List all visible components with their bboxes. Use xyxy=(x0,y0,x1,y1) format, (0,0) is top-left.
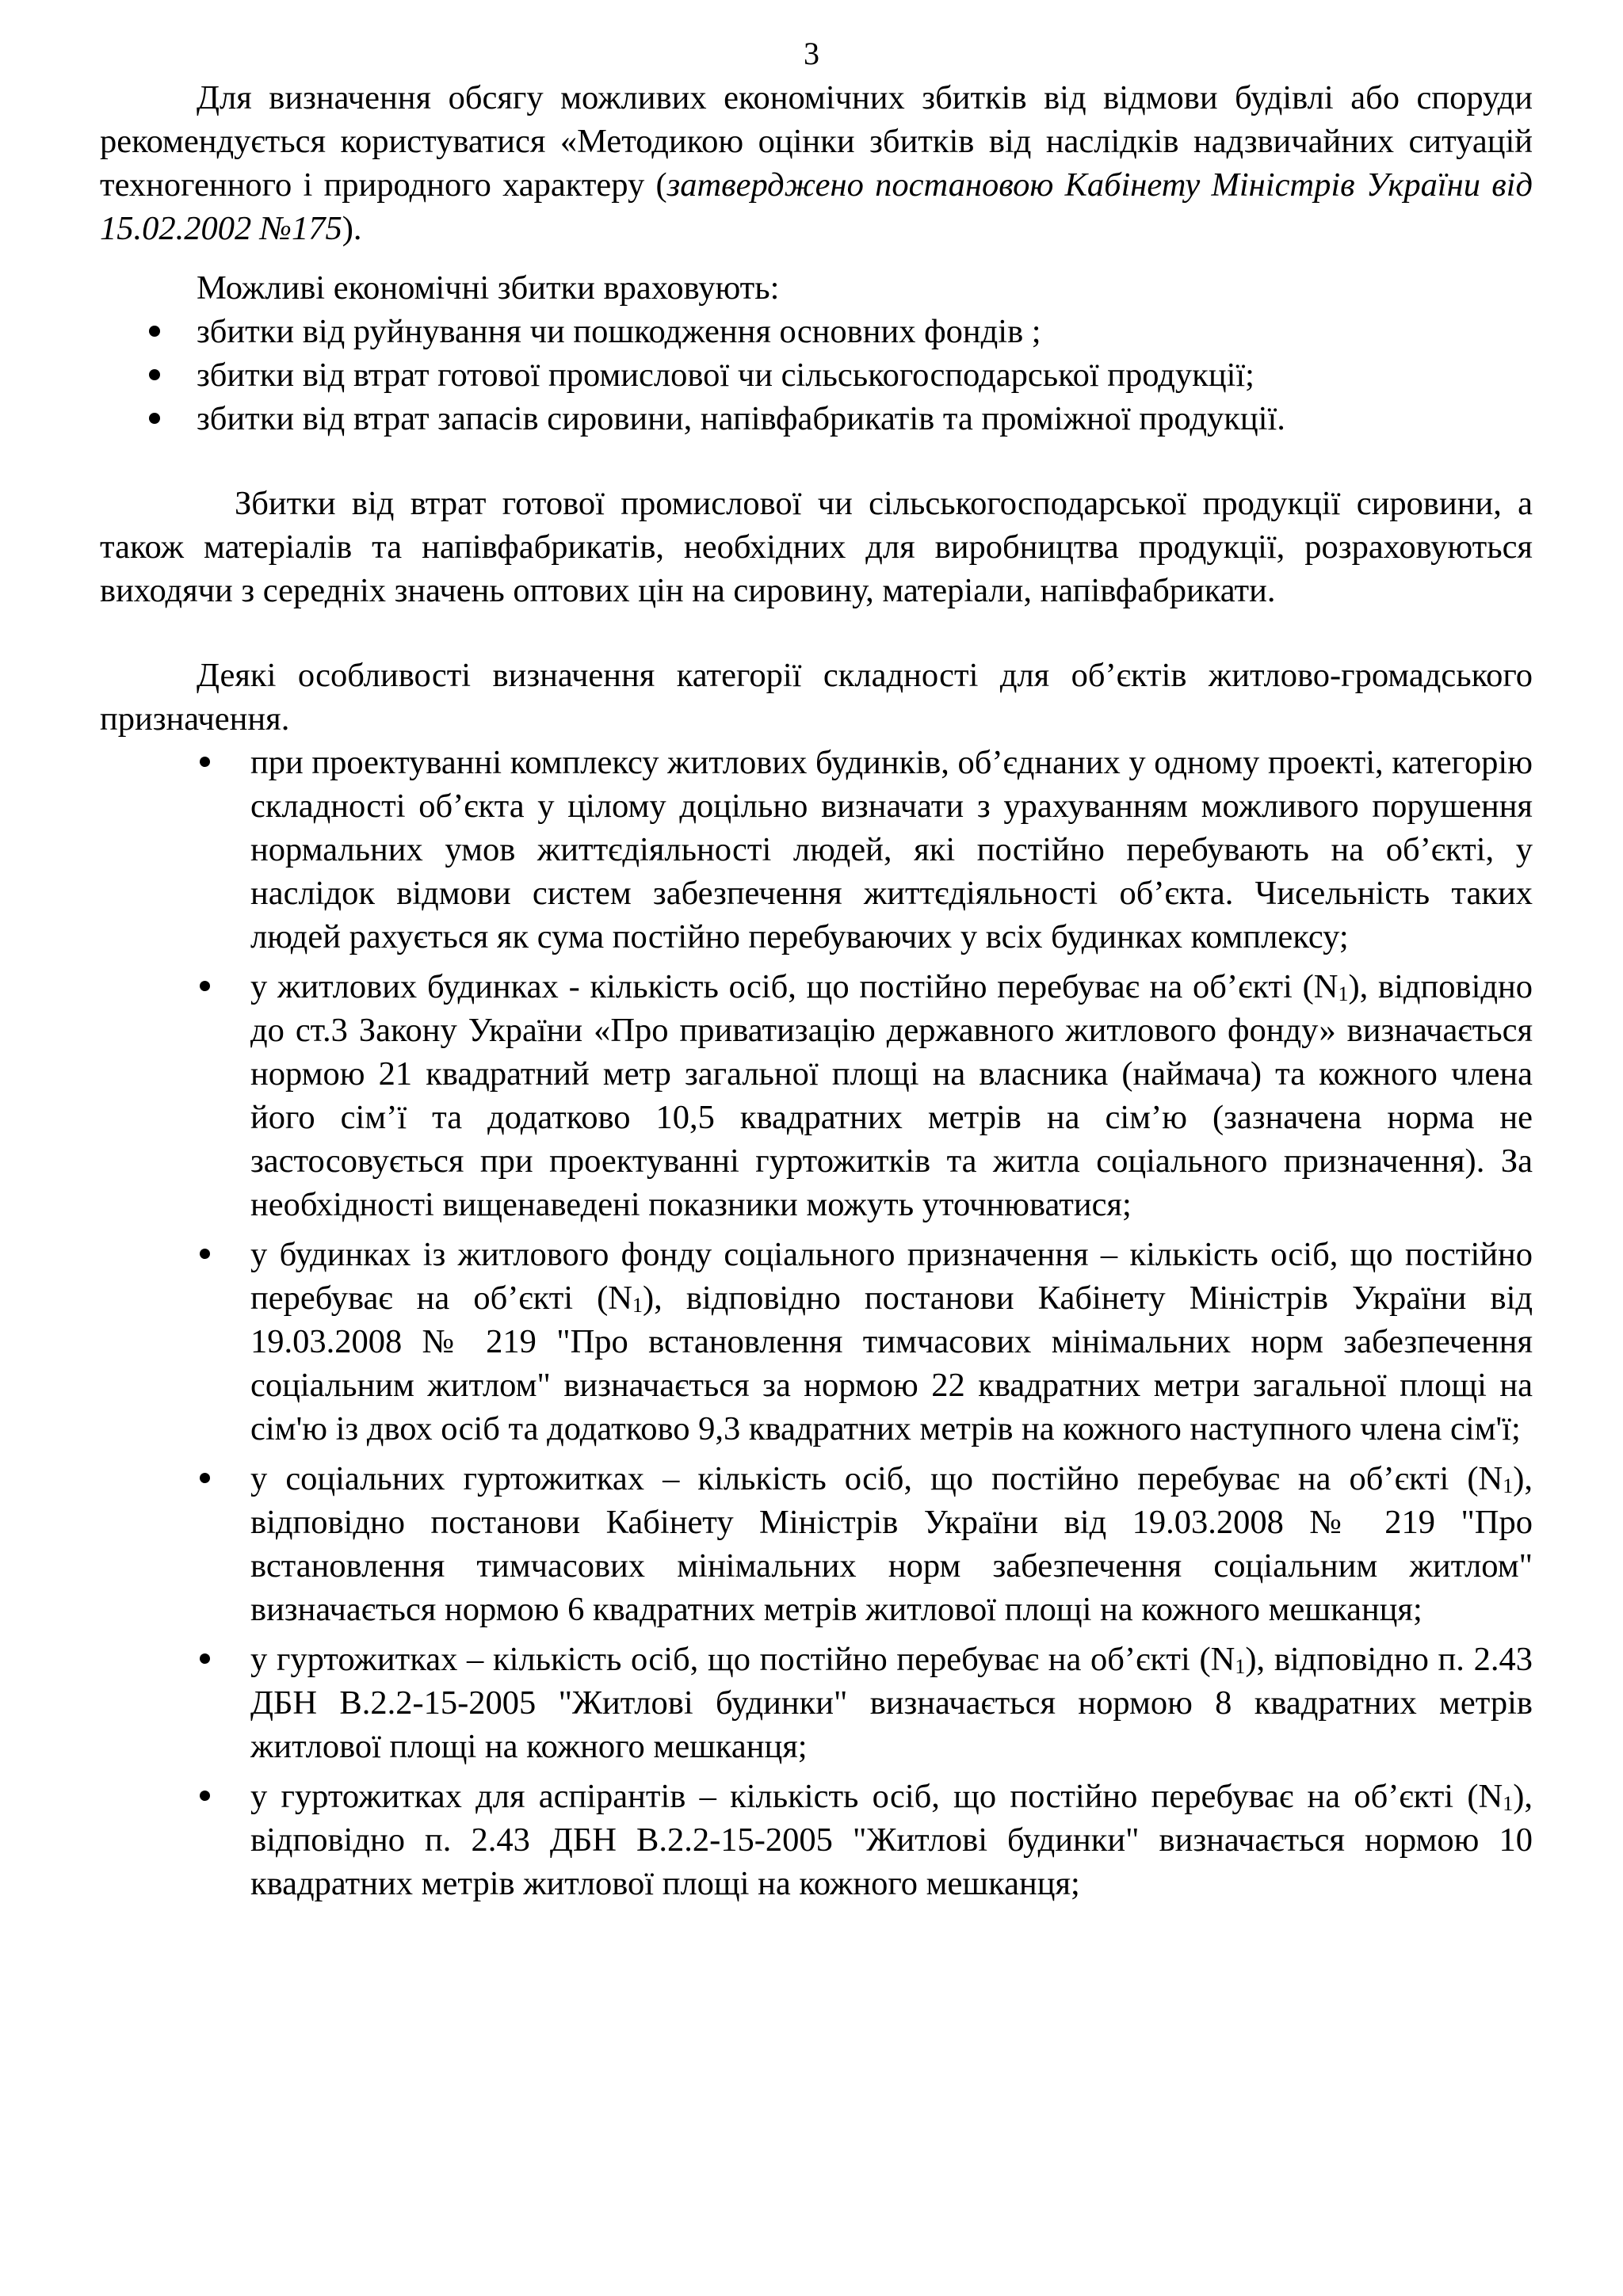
list-item xyxy=(100,397,1533,441)
subscript: 1 xyxy=(632,1294,643,1317)
paragraph-production-losses: Збитки від втрат готової промислової чи сільськогосподарської продукції сировини, а також матеріалів та напівфабрикатів, необхідних для виробництва продукції, розраховуються виходячи з середніх значень оптових цін на сировину, матеріали, напівфабрикати. xyxy=(100,485,1533,609)
list-item-text: при проектуванні комплексу житлових будинків, об’єднаних у одному проекті, категорію складності об’єкта у цілому доцільно визначати з урахуванням можливого порушення нормальних умов життєдіяльності людей, які постійно перебувають на об’єкті, у наслідок відмови систем забезпечення життєдіяльності об’єкта. Чисельність таких людей рахується як сума постійно перебуваючих у всіх будинках комплексу; xyxy=(250,744,1533,955)
subscript: 1 xyxy=(1235,1655,1246,1678)
list-item-text: у будинках із житлового фонду соціального призначення – кількість осіб, що постійно перебуває на об’єкті (N xyxy=(250,1236,1533,1317)
paragraph-damage-assessment xyxy=(100,76,1533,250)
page-number: 3 xyxy=(804,36,819,71)
list-item-text: у житлових будинках - кількість осіб, що постійно перебуває на об’єкті (N xyxy=(250,968,1338,1005)
bullet-icon xyxy=(200,1791,210,1801)
paragraph-losses-intro: Можливі економічні збитки враховують: xyxy=(197,269,780,307)
paragraph-tail: ). xyxy=(342,210,362,247)
list-item-text: ), відповідно п. 2.43 ДБН В.2.2-15-2005 "Житлові будинки" визначається нормою 8 квадратних метрів житлової площі на кожного мешканця; xyxy=(250,1641,1533,1765)
list-item-text: у гуртожитках – кількість осіб, що постійно перебуває на об’єкті (N xyxy=(250,1641,1235,1678)
list-item-text: збитки від руйнування чи пошкодження основних фондів ; xyxy=(197,313,1041,350)
list-item-text: у соціальних гуртожитках – кількість осіб, що постійно перебуває на об’єкті (N xyxy=(250,1460,1503,1497)
bullet-icon xyxy=(200,1653,210,1664)
losses-list xyxy=(100,310,1533,441)
list-item xyxy=(100,1638,1533,1768)
list-item xyxy=(100,1775,1533,1905)
bullet-icon xyxy=(200,981,210,991)
paragraph-text: Для визначення обсягу можливих економічних збитків від відмови будівлі або споруди рекомендується користуватися «Методикою оцінки збитків від наслідків надзвичайних ситуацій техногенного і природного характеру ( xyxy=(100,79,1533,204)
list-item-text: ), відповідно до ст.3 Закону України «Про приватизацію державного житлового фонду» визначається нормою 21 квадратний метр загальної площі на власника (наймача) та кожного члена його сім’ї та додатково 10,5 квадратних метрів на сім’ю (зазначена норма не застосовується при проектуванні гуртожитків та житла соціального призначення). За необхідності вищенаведені показники можуть уточнюватися; xyxy=(250,968,1533,1223)
list-item-text: ), відповідно постанови Кабінету Міністрів України від 19.03.2008 № 219 "Про встановлення тимчасових мінімальних норм забезпечення соціальним житлом" визначається нормою 6 квадратних метрів житлової площі на кожного мешканця; xyxy=(250,1460,1533,1628)
bullet-icon xyxy=(149,326,160,337)
list-item-text: збитки від втрат запасів сировини, напівфабрикатів та проміжної продукції. xyxy=(197,400,1285,437)
list-item xyxy=(100,310,1533,353)
bullet-icon xyxy=(149,369,160,380)
features-list xyxy=(100,741,1533,1905)
list-item xyxy=(100,965,1533,1226)
list-item-text: ), відповідно п. 2.43 ДБН В.2.2-15-2005 "Житлові будинки" визначається нормою 10 квадратних метрів житлової площі на кожного мешканця; xyxy=(250,1778,1533,1902)
bullet-icon xyxy=(200,757,210,767)
page-content xyxy=(100,76,1533,1912)
list-item-text: у гуртожитках для аспірантів – кількість осіб, що постійно перебуває на об’єкті (N xyxy=(250,1778,1503,1815)
bullet-icon xyxy=(149,413,160,424)
list-item xyxy=(100,353,1533,397)
bullet-icon xyxy=(200,1249,210,1259)
list-item xyxy=(100,1457,1533,1631)
resolution-reference: затверджено постановою Кабінету Міністрів України від 15.02.2002 №175 xyxy=(100,166,1533,247)
list-item xyxy=(100,741,1533,959)
paragraph-complexity-category: Деякі особливості визначення категорії складності для об’єктів житлово-громадського призначення. xyxy=(100,657,1533,738)
bullet-icon xyxy=(200,1473,210,1483)
list-item xyxy=(100,1233,1533,1451)
list-item-text: збитки від втрат готової промислової чи сільськогосподарської продукції; xyxy=(197,357,1254,394)
list-item-text: ), відповідно постанови Кабінету Міністрів України від 19.03.2008 № 219 "Про встановлення тимчасових мінімальних норм забезпечення соціальним житлом" визначається за нормою 22 квадратних метри загальної площі на сім'ю із двох осіб та додатково 9,3 квадратних метрів на кожного наступного члена сім'ї; xyxy=(250,1280,1533,1447)
subscript: 1 xyxy=(1503,1792,1514,1815)
subscript: 1 xyxy=(1338,982,1349,1005)
subscript: 1 xyxy=(1503,1474,1514,1497)
